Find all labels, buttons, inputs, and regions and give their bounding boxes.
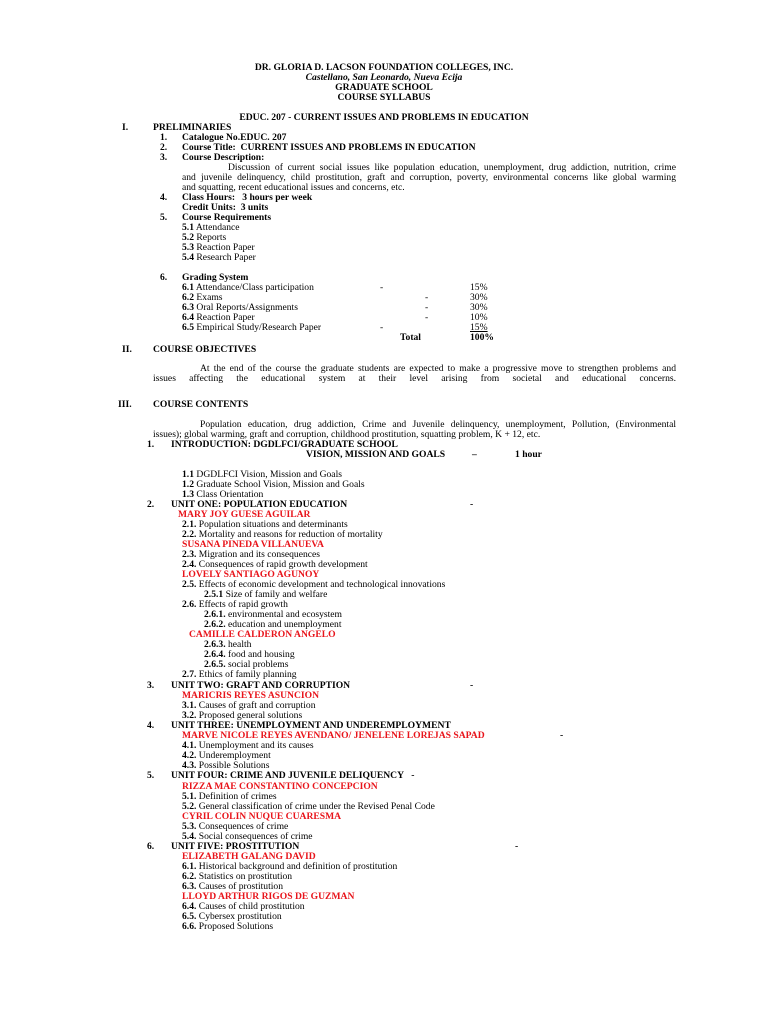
item-number: 6.6. (182, 921, 197, 932)
value: 3 units (240, 202, 269, 213)
item-text: Consequences of rapid growth development (198, 559, 368, 570)
item-text: Social consequences of crime (198, 831, 313, 842)
item-text: Proposed general solutions (198, 710, 303, 721)
item-number: 4.2. (182, 750, 197, 761)
item-text: Reports (196, 232, 227, 243)
item-text: Underemployment (198, 750, 271, 761)
item-number: 6.5. (182, 911, 197, 922)
item-number: 5.4 (182, 252, 194, 263)
unit-number: 2. (147, 499, 155, 510)
unit-number: 3. (147, 680, 155, 691)
item-number: 5.3 (182, 242, 194, 253)
reporter-name: RIZZA MAE CONSTANTINO CONCEPCION (182, 781, 378, 792)
grading-percent: 30% (470, 292, 488, 303)
list-item (182, 253, 256, 263)
section-number: I. (122, 122, 129, 133)
grading-percent: 30% (470, 302, 488, 313)
item-number: 6.3. (182, 881, 197, 892)
item-number: 2. (160, 142, 168, 153)
item-text: Migration and its consequences (198, 549, 321, 560)
item-text: DGDLFCI Vision, Mission and Goals (196, 469, 342, 480)
item-number: 1.2 (182, 479, 194, 490)
description-line: and squatting, recent educational issues and concerns, etc. (182, 182, 405, 193)
item-text: Attendance (195, 222, 240, 233)
value: 3 hours per week (242, 192, 313, 203)
item-text: Unemployment and its causes (198, 740, 314, 751)
item-number: 1.1 (182, 469, 194, 480)
list-item (182, 922, 273, 932)
item-text: Effects of economic development and technological innovations (198, 579, 446, 590)
description-line: and juvenile delinquency, child prostitution, graft and corruption, poverty, environmental concerns like global warming (182, 172, 676, 183)
reporter-name: SUSANA PINEDA VILLANUEVA (182, 539, 324, 550)
item-text: Exams (196, 292, 223, 303)
item-text: Mortality and reasons for reduction of mortality (198, 529, 383, 540)
item-number: 4. (160, 192, 168, 203)
item-number: 6. (160, 272, 168, 283)
item-text: Oral Reports/Assignments (196, 302, 298, 313)
unit-dash: - (470, 499, 474, 510)
grading-dash: - (425, 302, 429, 313)
item-text: Ethics of family planning (198, 669, 297, 680)
item-number: 5.1 (182, 222, 194, 233)
unit-dash: - (515, 841, 519, 852)
grading-percent: 15% (470, 322, 488, 333)
grading-dash: - (380, 322, 384, 333)
item-number: 1. (160, 132, 168, 143)
item-text: Graduate School Vision, Mission and Goals (196, 479, 365, 490)
unit-title: UNIT ONE: POPULATION EDUCATION (171, 499, 348, 510)
item-number: 2.2. (182, 529, 197, 540)
label: Course Requirements (182, 212, 272, 223)
item-text: Empirical Study/Research Paper (196, 322, 322, 333)
section-number: II. (122, 344, 132, 355)
item-text: health (228, 639, 252, 650)
item-number: 5.1. (182, 791, 197, 802)
document-type: COURSE SYLLABUS (337, 92, 431, 103)
list-item (182, 670, 297, 680)
item-number: 3. (160, 152, 168, 163)
value: EDUC. 207 (240, 132, 287, 143)
unit-subtitle: VISION, MISSION AND GOALS (306, 449, 446, 460)
unit-number: 6. (147, 841, 155, 852)
item-number: 5.2 (182, 232, 194, 243)
section-title: COURSE CONTENTS (153, 399, 249, 410)
item-text: Possible Solutions (198, 760, 270, 771)
item-text: Size of family and welfare (225, 589, 328, 600)
label: Catalogue No. (182, 132, 241, 143)
unit-title: UNIT FIVE: PROSTITUTION (171, 841, 300, 852)
item-text: Proposed Solutions (198, 921, 274, 932)
unit-title: INTRODUCTION: DGDLFCI/GRADUATE SCHOOL (171, 439, 398, 450)
item-number: 3.2. (182, 710, 197, 721)
reporter-name: LOVELY SANTIAGO AGUNOY (182, 569, 320, 580)
item-number: 2.6.1. (204, 609, 226, 620)
label: Credit Units: (182, 202, 236, 213)
label: Class Hours: (182, 192, 236, 203)
item-text: Causes of child prostitution (198, 901, 305, 912)
grading-dash: - (425, 292, 429, 303)
item-text: Cybersex prostitution (198, 911, 282, 922)
contents-line: issues); global warming, graft and corruption, childhood prostitution, squatting problem, K + 12, etc. (153, 429, 541, 440)
grading-dash: - (425, 312, 429, 323)
reporter-name: LLOYD ARTHUR RIGOS DE GUZMAN (182, 891, 355, 902)
section-title: PRELIMINARIES (153, 122, 232, 133)
item-text: Causes of graft and corruption (198, 700, 316, 711)
item-number: 5.3. (182, 821, 197, 832)
unit-hours: 1 hour (515, 449, 542, 460)
section-title: COURSE OBJECTIVES (153, 344, 257, 355)
reporter-name: MARICRIS REYES ASUNCION (182, 690, 320, 701)
item-number: 2.5. (182, 579, 197, 590)
item-text: Statistics on prostitution (198, 871, 293, 882)
course-title: EDUC. 207 - CURRENT ISSUES AND PROBLEMS IN EDUCATION (239, 112, 529, 123)
item-number: 2.6.4. (204, 649, 226, 660)
item-number: 2.5.1 (204, 589, 224, 600)
reporter-name: MARY JOY GUESE AGUILAR (178, 509, 311, 520)
grading-percent: 10% (470, 312, 488, 323)
item-text: Class Orientation (196, 489, 264, 500)
item-text: Attendance/Class participation (195, 282, 314, 293)
grading-dash: - (380, 282, 384, 293)
item-number: 2.6.3. (204, 639, 226, 650)
item-text: Research Paper (196, 252, 256, 263)
item-text: Population situations and determinants (198, 519, 348, 530)
item-text: Definition of crimes (198, 791, 277, 802)
label: Grading System (182, 272, 249, 283)
item-number: 5. (160, 212, 168, 223)
item-number: 6.2 (182, 292, 194, 303)
item-number: 6.1 (182, 282, 194, 293)
item-number: 1.3 (182, 489, 194, 500)
value: CURRENT ISSUES AND PROBLEMS IN EDUCATION (240, 142, 476, 153)
total-label: Total (400, 332, 421, 343)
label: Course Description: (182, 152, 265, 163)
item-number: 6.3 (182, 302, 194, 313)
item-number: 6.1. (182, 861, 197, 872)
item-text: food and housing (228, 649, 295, 660)
item-number: 2.6.5. (204, 659, 226, 670)
item-number: 2.6. (182, 599, 197, 610)
unit-title-line (171, 771, 414, 781)
unit-number: 1. (147, 439, 155, 450)
item-text: Reaction Paper (196, 242, 255, 253)
item-text: General classification of crime under the Revised Penal Code (198, 801, 435, 812)
item-text: Consequences of crime (198, 821, 289, 832)
item-text: social problems (228, 659, 289, 670)
unit-dash: - (560, 730, 564, 741)
label: Course Title: (182, 142, 236, 153)
objective-line: issues affecting the educational system at their level arising from societal and educational concerns. (153, 373, 676, 384)
item-number: 5.4. (182, 831, 197, 842)
section-number: III. (118, 399, 132, 410)
item-number: 4.1. (182, 740, 197, 751)
unit-title: UNIT TWO: GRAFT AND CORRUPTION (171, 680, 351, 691)
item-text: Historical background and definition of prostitution (198, 861, 398, 872)
item-number: 4.3. (182, 760, 197, 771)
item-number: 6.5 (182, 322, 194, 333)
unit-number: 4. (147, 720, 155, 731)
grading-row (182, 323, 321, 333)
description-line: Discussion of current social issues like population education, unemployment, drug addiction, nutrition, crime (228, 162, 676, 173)
item-number: 5.2. (182, 801, 197, 812)
item-number: 3.1. (182, 700, 197, 711)
unit-number: 5. (147, 770, 155, 781)
school-name: DR. GLORIA D. LACSON FOUNDATION COLLEGES, INC. (254, 62, 514, 73)
item-text: Reaction Paper (196, 312, 255, 323)
objective-line: At the end of the course the graduate students are expected to make a progressive move to strengthen problems and (200, 363, 676, 374)
item-number: 2.6.2. (204, 619, 226, 630)
reporter-name: CYRIL COLIN NUQUE CUARESMA (182, 811, 342, 822)
total-value: 100% (470, 332, 494, 343)
unit-title: UNIT THREE: UNEMPLOYMENT AND UNDEREMPLOYMENT (171, 720, 451, 731)
item-text: environmental and ecosystem (228, 609, 343, 620)
reporter-name: ELIZABETH GALANG DAVID (182, 851, 316, 862)
item-number: 2.1. (182, 519, 197, 530)
contents-line: Population education, drug addiction, Crime and Juvenile delinquency, unemployment, Pollution, (Environmental (200, 419, 676, 430)
reporter-name: CAMILLE CALDERON ANGELO (189, 629, 336, 640)
unit-dash: - (470, 680, 474, 691)
unit-title: UNIT FOUR: CRIME AND JUVENILE DELIQUENCY (171, 770, 405, 781)
item-number: 6.4 (182, 312, 194, 323)
school-address: Castellano, San Leonardo, Nueva Ecija (305, 72, 463, 83)
item-text: Causes of prostitution (198, 881, 284, 892)
grading-percent: 15% (470, 282, 488, 293)
item-text: Effects of rapid growth (198, 599, 288, 610)
unit-dash: - (411, 770, 415, 781)
item-number: 6.2. (182, 871, 197, 882)
item-text: education and unemployment (228, 619, 342, 630)
reporter-name: MARVE NICOLE REYES AVENDANO/ JENELENE LOREJAS SAPAD (182, 730, 485, 741)
department: GRADUATE SCHOOL (335, 82, 433, 93)
item-number: 2.7. (182, 669, 197, 680)
unit-dash: – (472, 449, 477, 460)
item-number: 2.4. (182, 559, 197, 570)
item-number: 6.4. (182, 901, 197, 912)
item-number: 2.3. (182, 549, 197, 560)
